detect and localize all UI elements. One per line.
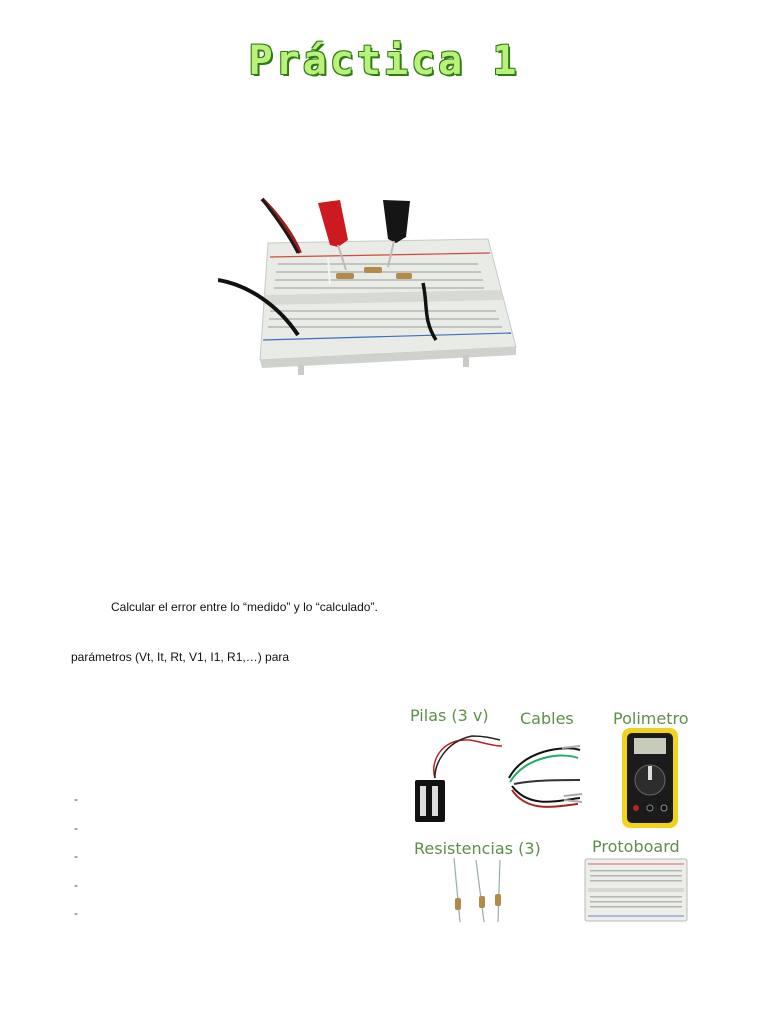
label-resistencias: Resistencias (3) <box>414 839 541 858</box>
list-item <box>74 906 78 935</box>
battery-icon <box>410 728 510 828</box>
page-title: Práctica 1 <box>248 38 520 84</box>
list-item <box>74 878 78 907</box>
list-item <box>74 792 78 821</box>
resistors-icon <box>450 858 510 924</box>
label-polimetro: Polimetro <box>613 709 689 728</box>
label-cables: Cables <box>520 709 574 728</box>
list-item <box>74 849 78 878</box>
label-pilas: Pilas (3 v) <box>410 706 489 725</box>
breadboard-photo <box>218 195 523 380</box>
materials-figure <box>398 700 698 930</box>
protoboard-icon <box>584 858 688 922</box>
instruction-parameters: parámetros (Vt, It, Rt, V1, I1, R1,…) para <box>71 650 290 664</box>
instruction-error: Calcular el error entre lo “medido” y lo “calculado”. <box>111 600 378 614</box>
cables-icon <box>504 740 584 820</box>
multimeter-icon <box>622 728 678 828</box>
label-protoboard: Protoboard <box>592 837 680 856</box>
bullet-list <box>74 792 78 935</box>
list-item <box>74 821 78 850</box>
